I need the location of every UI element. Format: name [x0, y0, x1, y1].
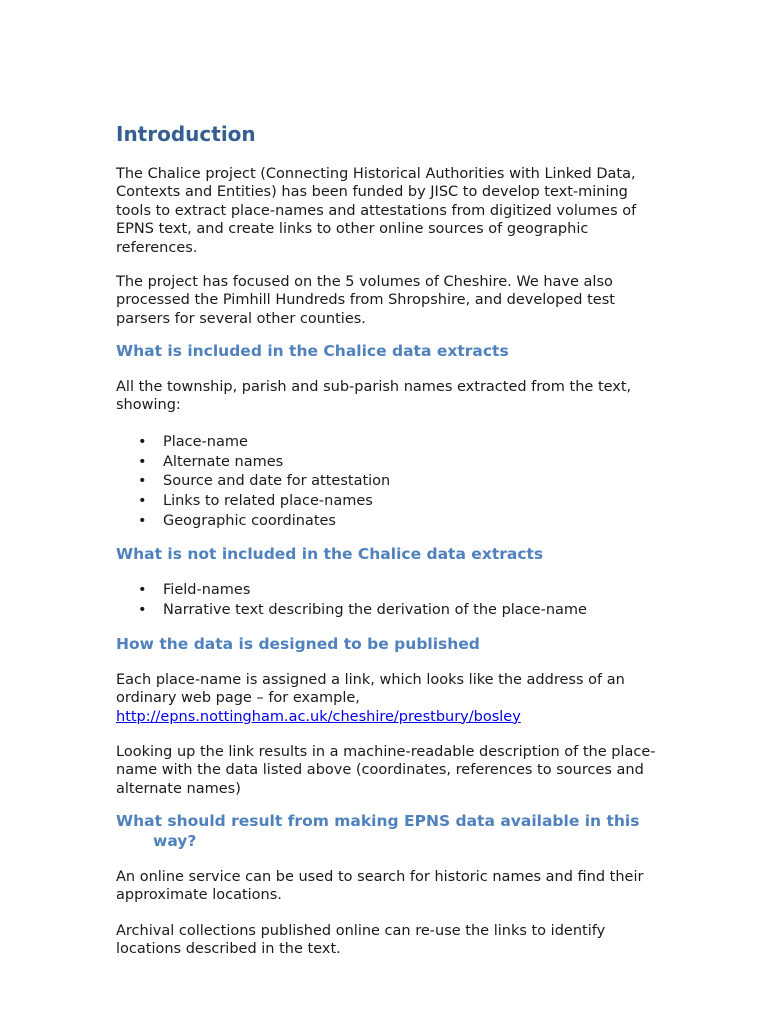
bullet-icon: • [138, 434, 147, 450]
list-item: • Field-names [116, 581, 587, 601]
published-paragraph-2: Looking up the link results in a machine-readable description of the place-name with the data listed above (coordinates, references to sources and alternate names) [116, 744, 656, 797]
bullet-icon: • [138, 512, 147, 529]
not-included-list [116, 581, 587, 620]
bullet-icon: • [138, 473, 147, 490]
result-paragraph-1: An online service can be used to search for historic names and find their approximate locations. [116, 869, 644, 904]
list-item: • Alternate names [116, 453, 390, 473]
list-item: • Links to related place-names [116, 492, 390, 512]
included-list [116, 433, 390, 532]
bullet-icon: • [138, 493, 147, 510]
list-item: • Geographic coordinates [116, 512, 390, 532]
list-item: • Narrative text describing the derivation of the place-name [116, 601, 587, 621]
included-heading: What is included in the Chalice data extracts [116, 342, 509, 360]
bullet-icon: • [138, 453, 147, 470]
included-lead-paragraph: All the township, parish and sub-parish names extracted from the text, showing: [116, 379, 632, 414]
bullet-icon: • [138, 582, 147, 598]
intro-paragraph-1: The Chalice project (Connecting Historical Authorities with Linked Data, Contexts and Entities) has been funded by JISC to develop text-mining tools to extract place-names and attestations from digitized volumes of EPNS text, and create links to other online sources of geographic references. [116, 166, 637, 256]
example-link[interactable]: http://epns.nottingham.ac.uk/cheshire/prestbury/bosley [116, 708, 521, 725]
published-heading: How the data is designed to be published [116, 635, 480, 653]
list-item: • Place-name [116, 433, 390, 453]
list-item: • Source and date for attestation [116, 472, 390, 492]
bullet-icon: • [138, 601, 147, 618]
published-paragraph-1: Each place-name is assigned a link, which looks like the address of an ordinary web page – for example, http://epns.nottingham.ac.uk/cheshire/prestbury/bosley [116, 672, 625, 725]
result-paragraph-2: Archival collections published online can re-use the links to identify locations described in the text. [116, 923, 606, 958]
result-heading: What should result from making EPNS data available in this way? [116, 812, 640, 850]
page-title: Introduction [116, 122, 256, 146]
not-included-heading: What is not included in the Chalice data extracts [116, 545, 544, 563]
intro-paragraph-2: The project has focused on the 5 volumes of Cheshire. We have also processed the Pimhill Hundreds from Shropshire, and developed test parsers for several other counties. [116, 274, 615, 327]
